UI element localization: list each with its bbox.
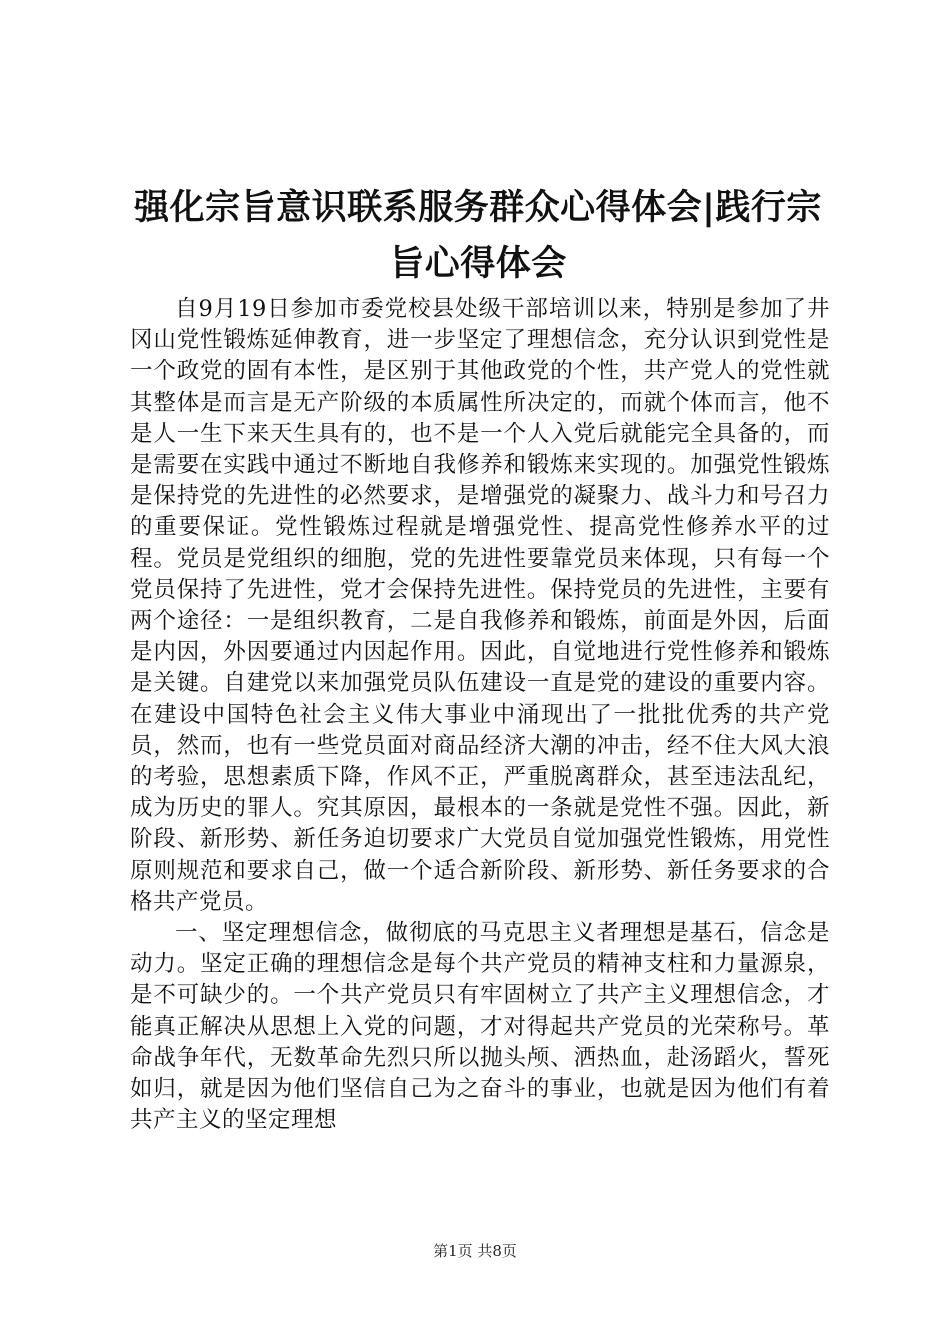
paragraph: 一、坚定理想信念，做彻底的马克思主义者理想是基石，信念是动力。坚定正确的理想信念是每个共产党员的精神支柱和力量源泉，是不可缺少的。一个共产党员只有牢固树立了共产主义理想信念，才能真正解决从思想上入党的问题，才对得起共产党员的光荣称号。革命战争年代，无数革命先烈只所以抛头颅、洒热血，赴汤蹈火，誓死如归，就是因为他们坚信自己为之奋斗的事业，也就是因为他们有着共产主义的坚定理想	[130, 920, 830, 1134]
paragraph: 自9月19日参加市委党校县处级干部培训以来，特别是参加了井冈山党性锻炼延伸教育，进一步坚定了理想信念，充分认识到党性是一个政党的固有本性，是区别于其他政党的个性，共产党人的党性就其整体是而言是无产阶级的本质属性所决定的，而就个体而言，他不是人一生下来天生具有的，也不是一个人入党后就能完全具备的，而是需要在实践中通过不断地自我修养和锻炼来实现的。加强党性锻炼是保持党的先进性的必然要求，是增强党的凝聚力、战斗力和号召力的重要保证。党性锻炼过程就是增强党性、提高党性修养水平的过程。党员是党组织的细胞，党的先进性要靠党员来体现，只有每一个党员保持了先进性，党才会保持先进性。保持党员的先进性，主要有两个途径：一是组织教育，二是自我修养和锻炼，前面是外因，后面是内因，外因要通过内因起作用。因此，自觉地进行党性修养和锻炼是关键。自建党以来加强党员队伍建设一直是党的建设的重要内容。在建设中国特色社会主义伟大事业中涌现出了一批批优秀的共产党员，然而，也有一些党员面对商品经济大潮的冲击，经不住大风大浪的考验，思想素质下降，作风不正，严重脱离群众，甚至违法乱纪，成为历史的罪人。究其原因，最根本的一条就是党性不强。因此，新阶段、新形势、新任务迫切要求广大党员自觉加强党性锻炼，用党性原则规范和要求自己，做一个适合新阶段、新形势、新任务要求的合格共产党员。	[130, 296, 830, 915]
document-body	[130, 294, 830, 1136]
document-title: 强化宗旨意识联系服务群众心得体会|践行宗旨心得体会	[134, 188, 822, 284]
page-footer: 第1页 共8页	[433, 1242, 517, 1260]
